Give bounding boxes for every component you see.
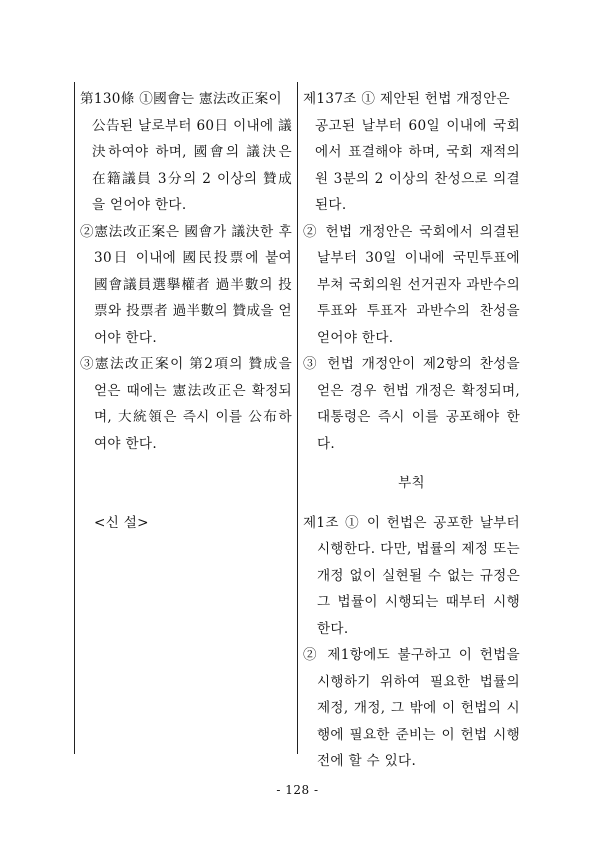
page-number: - 128 - (276, 783, 319, 797)
revised-draft-column (303, 86, 520, 775)
article-137-paragraph-1: 공고된 날부터 60일 이내에 국회에서 표결해야 하며, 국회 재적의원 3분의 2 이상의 찬성으로 의결된다. (315, 117, 520, 213)
article-137-paragraph-3: ③ 헌법 개정안이 제2항의 찬성을 얻은 경우 헌법 개정은 확정되며, 대통령은 즉시 이를 공포해야 한다. (303, 356, 520, 452)
article-130-heading: 第130條 ①國會는 憲法改正案이 (80, 91, 282, 107)
left-margin-rule (74, 82, 75, 754)
article-130-paragraph-3: ③憲法改正案이 第2項의 贊成을 얻은 때에는 憲法改正은 확정되며, 大統領은 즉시 이를 公布하여야 한다. (80, 356, 292, 452)
current-law-column (80, 86, 292, 537)
article-130-paragraph-1: 公告된 날로부터 60日 이내에 議決하여야 하며, 國會의 議決은 在籍議員 3分의 2 이상의 贊成을 얻어야 한다. (92, 117, 292, 213)
new-provision-label: <신 설> (94, 515, 149, 531)
supplementary-article-1-paragraph-2: ② 제1항에도 불구하고 이 헌법을 시행하기 위하여 필요한 법률의 제정, 개정, 그 밖에 이 헌법의 시행에 필요한 준비는 이 헌법 시행 전에 할 수 있다. (303, 647, 520, 769)
supplementary-provisions-title: 부칙 (398, 475, 425, 491)
center-column-rule (297, 82, 298, 754)
supplementary-article-1-paragraph-1: 제1조 ① 이 헌법은 공포한 날부터 시행한다. 다만, 법률의 제정 또는 개정 없이 실현될 수 없는 규정은 그 법률이 시행되는 때부터 시행한다. (303, 514, 520, 637)
article-137-heading: 제137조 ① 제안된 헌법 개정안은 (303, 91, 510, 107)
article-137-paragraph-2: ② 헌법 개정안은 국회에서 의결된 날부터 30일 이내에 국민투표에 부쳐 국회의원 선거권자 과반수의 투표와 투표자 과반수의 찬성을 얻어야 한다. (303, 223, 520, 346)
article-130-paragraph-2: ②憲法改正案은 國會가 議決한 후 30日 이내에 國民投票에 붙여 國會議員選擧權者 過半數의 投票와 投票者 過半數의 贊成을 얻어야 한다. (80, 223, 292, 346)
